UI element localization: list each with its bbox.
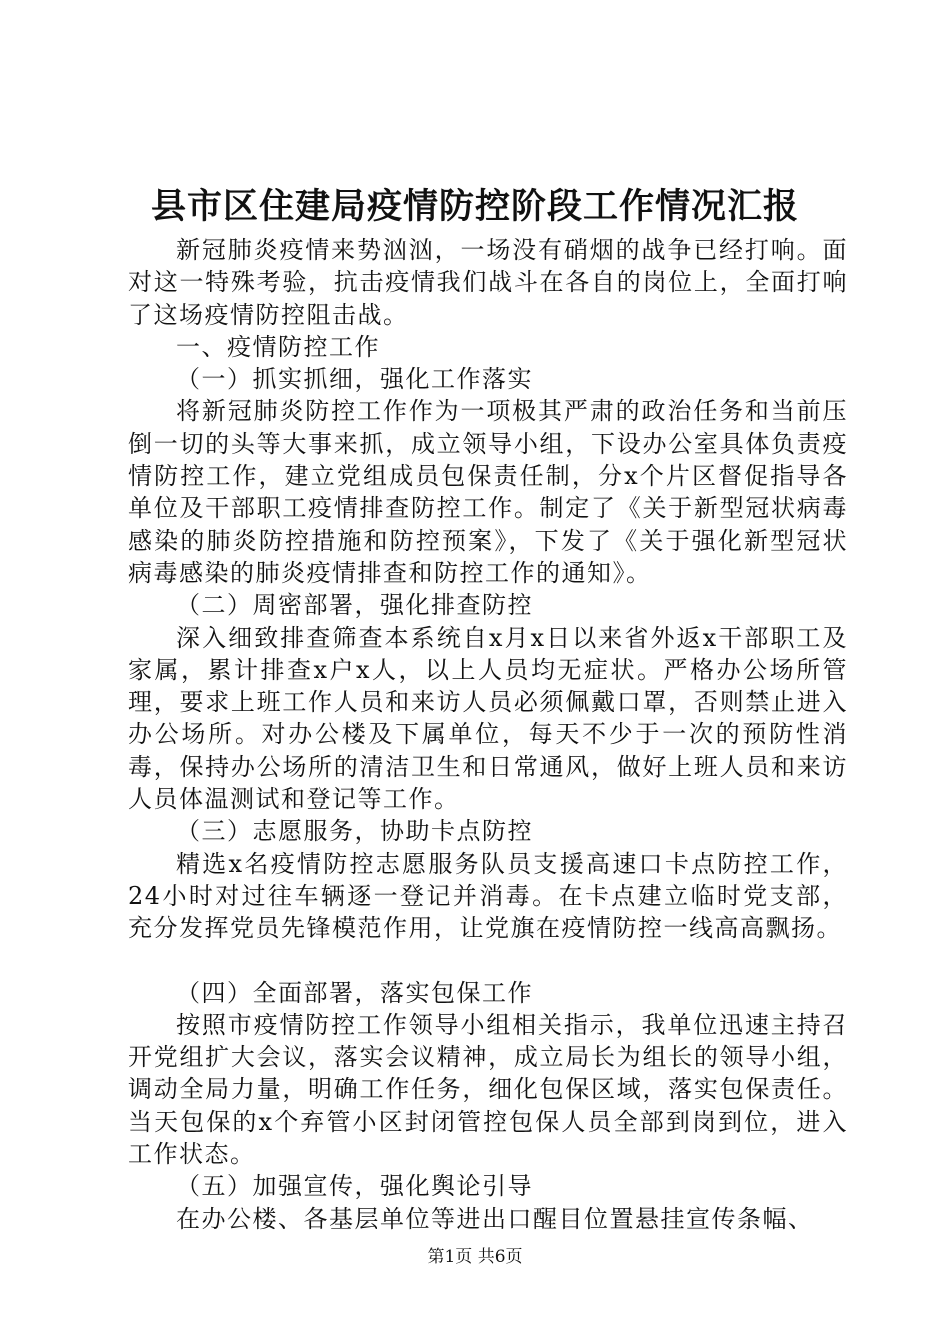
subsection-heading-1: （一）抓实抓细，强化工作落实: [176, 365, 533, 394]
subsection-heading-2: （二）周密部署，强化排查防控: [176, 591, 533, 620]
subsection-paragraph-3: 精选x名疫情防控志愿服务队员支援高速口卡点防控工作，24小时对过往车辆逐一登记并消毒。在卡点建立临时党支部，充分发挥党员先锋模范作用，让党旗在疫情防控一线高高飘扬。: [128, 849, 848, 943]
section-heading: 一、疫情防控工作: [176, 332, 380, 361]
subsection-heading-5: （五）加强宣传，强化舆论引导: [176, 1172, 533, 1201]
subsection-paragraph-2: 深入细致排查筛查本系统自x月x日以来省外返x干部职工及家属，累计排查x户x人，以上人员均无症状。严格办公场所管理，要求上班工作人员和来访人员必须佩戴口罩，否则禁止进入办公场所。对办公楼及下属单位，每天不少于一次的预防性消毒，保持办公场所的清洁卫生和日常通风，做好上班人员和来访人员体温测试和登记等工作。: [128, 623, 848, 814]
document-body: [128, 234, 848, 1235]
page-number-footer: 第1页 共6页: [427, 1247, 523, 1267]
intro-paragraph: 新冠肺炎疫情来势汹汹，一场没有硝烟的战争已经打响。面对这一特殊考验，抗击疫情我们战斗在各自的岗位上，全面打响了这场疫情防控阻击战。: [128, 236, 848, 329]
subsection-heading-3: （三）志愿服务，协助卡点防控: [176, 817, 533, 846]
paragraph-gap: [128, 945, 848, 977]
document-title: 县市区住建局疫情防控阶段工作情况汇报: [150, 186, 799, 227]
subsection-paragraph-5: 在办公楼、各基层单位等进出口醒目位置悬挂宣传条幅、: [176, 1204, 814, 1233]
subsection-paragraph-1: 将新冠肺炎防控工作作为一项极其严肃的政治任务和当前压倒一切的头等大事来抓，成立领导小组，下设办公室具体负责疫情防控工作，建立党组成员包保责任制，分x个片区督促指导各单位及干部职工疫情排查防控工作。制定了《关于新型冠状病毒感染的肺炎防控措施和防控预案》，下发了《关于强化新型冠状病毒感染的肺炎疫情排查和防控工作的通知》。: [128, 397, 848, 587]
subsection-heading-4: （四）全面部署，落实包保工作: [176, 978, 533, 1007]
subsection-paragraph-4: 按照市疫情防控工作领导小组相关指示，我单位迅速主持召开党组扩大会议，落实会议精神，成立局长为组长的领导小组，调动全局力量，明确工作任务，细化包保区域，落实包保责任。当天包保的x个弃管小区封闭管控包保人员全部到岗到位，进入工作状态。: [128, 1010, 848, 1169]
